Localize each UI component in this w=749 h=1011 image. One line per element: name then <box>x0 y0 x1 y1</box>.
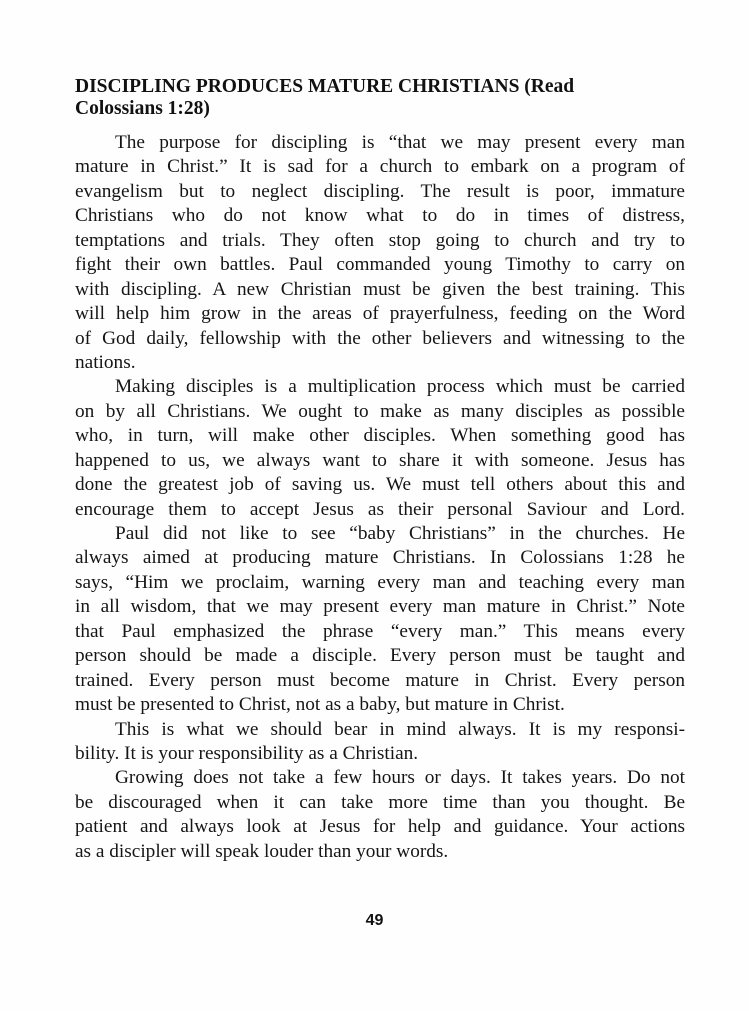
text-line: always aimed at producing mature Christians. In Colossians 1:28 he <box>75 547 685 569</box>
text-line: nations. <box>75 351 136 373</box>
text-line: person should be made a disciple. Every person must be taught and <box>75 645 685 667</box>
text-line: on by all Christians. We ought to make as many disciples as possible <box>75 400 685 422</box>
text-line: This is what we should bear in mind always. It is my responsi- <box>115 718 685 740</box>
text-line: in all wisdom, that we may present every man mature in Christ.” Note <box>75 596 685 618</box>
text-line: Christians who do not know what to do in times of distress, <box>75 205 685 227</box>
text-line: temptations and trials. They often stop going to church and try to <box>75 229 685 251</box>
text-line: with discipling. A new Christian must be given the best training. This <box>75 278 685 300</box>
text-line: happened to us, we always want to share it with someone. Jesus has <box>75 449 685 471</box>
page-number: 49 <box>365 912 384 929</box>
paragraph-4 <box>75 718 685 767</box>
paragraph-3 <box>75 522 685 718</box>
text-line: Growing does not take a few hours or days. It takes years. Do not <box>115 767 685 789</box>
paragraph-5 <box>75 766 685 864</box>
text-line: Paul did not like to see “baby Christians” in the churches. He <box>115 523 685 544</box>
text-line: of God daily, fellowship with the other believers and witnessing to the <box>75 327 685 349</box>
text-line: encourage them to accept Jesus as their personal Saviour and Lord. <box>75 498 685 520</box>
text-line: mature in Christ.” It is sad for a church to embark on a program of <box>75 156 685 178</box>
body-text <box>75 131 685 864</box>
text-line: must be presented to Christ, not as a baby, but mature in Christ. <box>75 694 565 716</box>
text-line: that Paul emphasized the phrase “every man.” This means every <box>75 620 685 642</box>
text-line: be discouraged when it can take more time than you thought. Be <box>75 791 685 813</box>
text-line: bility. It is your responsibility as a Christian. <box>75 742 419 764</box>
text-line: as a discipler will speak louder than your words. <box>75 840 449 862</box>
text-line: trained. Every person must become mature in Christ. Every person <box>75 669 685 691</box>
heading-line-1: DISCIPLING PRODUCES MATURE CHRISTIANS (Read <box>75 76 575 97</box>
text-line: fight their own battles. Paul commanded young Timothy to carry on <box>75 254 685 276</box>
section-heading <box>75 76 695 120</box>
heading-line-2: Colossians 1:28) <box>75 98 210 119</box>
paragraph-2 <box>75 375 685 522</box>
text-line: evangelism but to neglect discipling. The result is poor, immature <box>75 180 685 202</box>
text-line: done the greatest job of saving us. We must tell others about this and <box>75 474 685 496</box>
text-line: patient and always look at Jesus for help and guidance. Your actions <box>75 816 685 838</box>
paragraph-1 <box>75 131 685 375</box>
text-line: Making disciples is a multiplication process which must be carried <box>115 376 685 398</box>
text-line: who, in turn, will make other disciples. When something good has <box>75 425 685 447</box>
text-line: will help him grow in the areas of prayerfulness, feeding on the Word <box>75 303 685 325</box>
text-line: The purpose for discipling is “that we may present every man <box>115 132 685 153</box>
text-line: says, “Him we proclaim, warning every man and teaching every man <box>75 571 685 593</box>
